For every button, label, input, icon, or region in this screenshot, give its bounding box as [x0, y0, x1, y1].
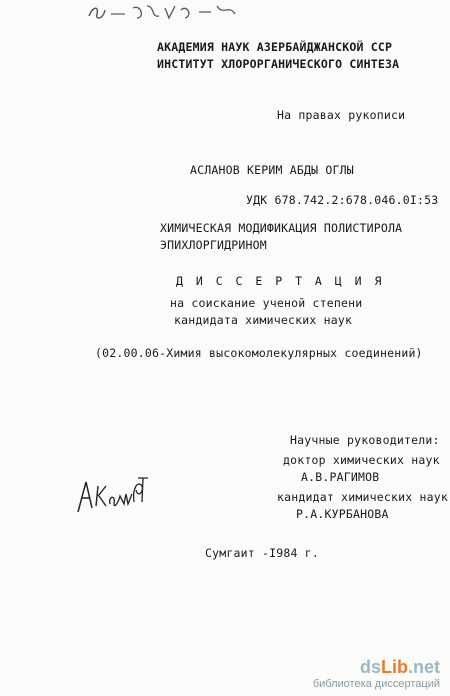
handwritten-signature	[72, 468, 152, 518]
document-type: Д И С С Е Р Т А Ц И Я	[176, 274, 385, 288]
city-year: Сумгаит -I984 г.	[205, 546, 319, 560]
watermark-lib: Lib	[380, 657, 408, 677]
watermark-brand	[313, 657, 440, 678]
udc-code: УДК 678.742.2:678.046.0I:53	[246, 193, 439, 207]
watermark-net: .net	[407, 657, 440, 677]
degree-line2: кандидата химических наук	[174, 313, 353, 327]
supervisor2-degree: кандидат химических наук	[277, 490, 448, 504]
specialty: (02.00.06-Химия высокомолекулярных соединений)	[95, 346, 423, 360]
author-name: АСЛАНОВ КЕРИМ АБДЫ ОГЛЫ	[190, 163, 354, 177]
supervisor2-name: Р.А.КУРБАНОВА	[296, 507, 389, 521]
supervisor1-degree: доктор химических наук	[283, 453, 440, 467]
handwritten-note-text: 83 — 2703-80	[87, 14, 95, 15]
rights-notice: На правах рукописи	[277, 108, 406, 122]
thesis-title-line2: ЭПИХЛОРГИДРИНОМ	[160, 238, 267, 252]
thesis-title-line1: ХИМИЧЕСКАЯ МОДИФИКАЦИЯ ПОЛИСТИРОЛА	[160, 221, 403, 235]
degree-line1: на соискание ученой степени	[170, 296, 363, 310]
watermark-subtitle: библиотека диссертаций	[312, 678, 440, 690]
dslib-watermark	[313, 657, 440, 690]
organization-line1: АКАДЕМИЯ НАУК АЗЕРБАЙДЖАНСКОЙ ССР	[157, 40, 393, 54]
supervisor1-name: А.В.РАГИМОВ	[301, 470, 380, 484]
handwritten-archive-note	[85, 0, 255, 24]
supervisors-heading: Научные руководители:	[290, 433, 440, 447]
organization-line2: ИНСТИТУТ ХЛОРОРГАНИЧЕСКОГО СИНТЕЗА	[157, 57, 400, 71]
watermark-ds: ds	[359, 657, 381, 677]
